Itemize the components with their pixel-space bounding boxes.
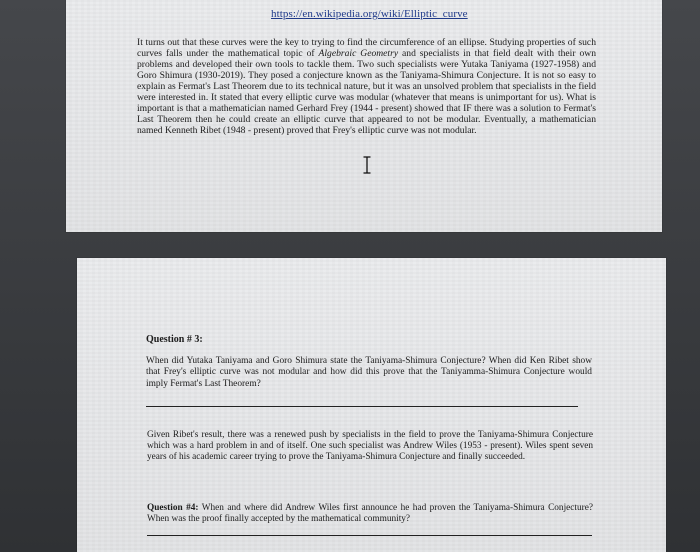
- paragraph-emphasis: Algebraic Geometry: [318, 48, 399, 59]
- paragraph-text-after: and specialists in that field dealt with their own problems and developed their own tools to tackle them. Two such specialists were Yutaka Taniyama (1927-1958) and Goro Shimura (1930-2019). They posed a conjecture known as the Taniyama-Shimura Conjecture. It is not so easy to explain as Fermat's Last Theorem due to its technical nature, but it was an unsolved problem that specialists in the field were interested in. It stated that every elliptic curve was modular (whatever that means is unimportant for us). What is important is that a mathematician named Gerhard Frey (1944 - present) showed that IF there was a solution to Fermat's Last Theorem then he could create an elliptic curve that appeared to not be modular. Eventually, a mathematician named Kenneth Ribet (1948 - present) proved that Frey's elliptic curve was not modular.: [137, 48, 596, 136]
- top-document-page: [66, 0, 662, 232]
- question-4-text: When and where did Andrew Wiles first announce he had proven the Taniyama-Shimura Conjecture? When was the proof finally accepted by the mathematical community?: [147, 503, 593, 525]
- question-3-text: When did Yutaka Taniyama and Goro Shimura state the Taniyama-Shimura Conjecture? When did Ken Ribet show that Frey's elliptic curve was not modular and how did this prove that the Taniyamma-Shimura Conjecture would imply Fermat's Last Theorem?: [146, 356, 592, 389]
- question-4-label: Question #4:: [147, 503, 199, 513]
- answer-line-question-3: [146, 406, 578, 407]
- wikipedia-link[interactable]: https://en.wikipedia.org/wiki/Elliptic_curve: [271, 8, 468, 20]
- ribet-result-paragraph: Given Ribet's result, there was a renewed push by specialists in the field to prove the Taniyama-Shimura Conjecture which was a hard problem in and of itself. One such specialist was Andrew Wiles (1953 - present). Wiles spent seven years of his academic career trying to prove the Taniyama-Shimura Conjecture and finally succeeded.: [147, 430, 593, 463]
- answer-line-question-4: [147, 535, 592, 536]
- question-4-paragraph: [147, 503, 593, 525]
- paragraph-text-before: It turns out that these curves were the key to trying to find the circumference of an ellipse. Studying properties of such curves falls under the mathematical topic of: [137, 37, 596, 59]
- intro-paragraph: [137, 37, 596, 136]
- bottom-document-page: [77, 258, 666, 552]
- question-3-title: Question # 3:: [146, 334, 203, 345]
- text-cursor-icon: [362, 156, 372, 174]
